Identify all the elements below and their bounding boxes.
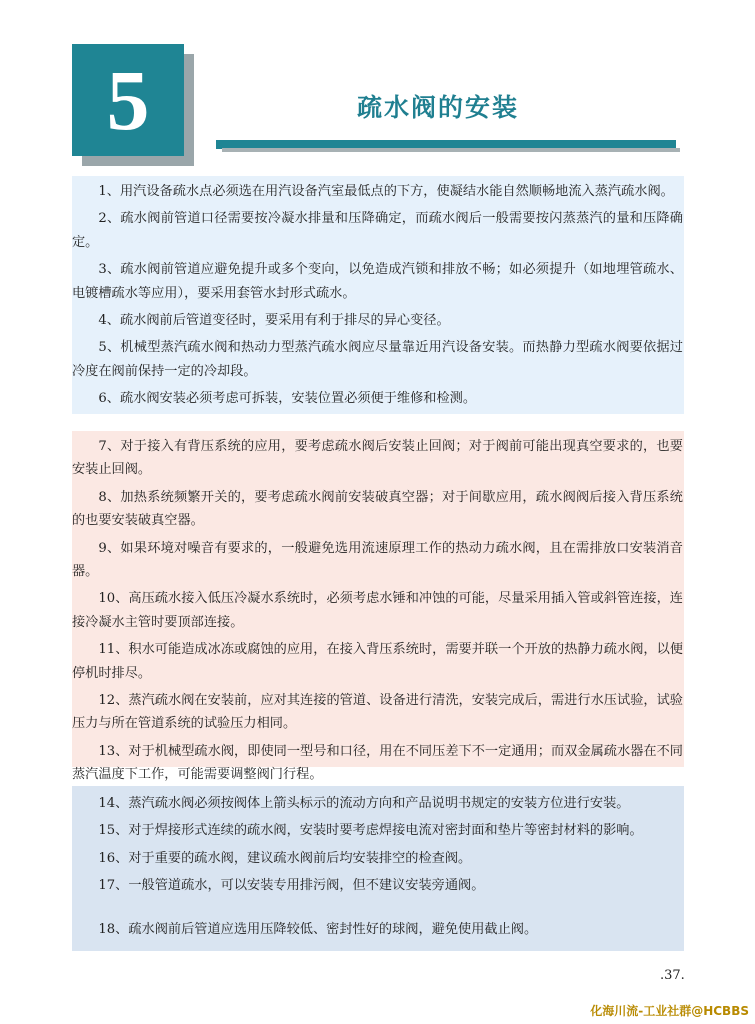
list-item: 10、高压疏水接入低压冷凝水系统时，必须考虑水锤和冲蚀的可能，尽量采用插入管或斜管连接，连接冷凝水主管时要顶部连接。 bbox=[72, 591, 683, 630]
list-item: 15、对于焊接形式连续的疏水阀，安装时要考虑焊接电流对密封面和垫片等密封材料的影响。 bbox=[98, 823, 643, 839]
list-item: 3、疏水阀前管道应避免提升或多个变向，以免造成汽锁和排放不畅；如必须提升（如地埋管疏水、电镀槽疏水等应用），要采用套管水封形式疏水。 bbox=[72, 262, 683, 301]
watermark: 化海川流-工业社群@HCBBS bbox=[590, 1004, 749, 1018]
list-item: 14、蒸汽疏水阀必须按阀体上箭头标示的流动方向和产品说明书规定的安装方位进行安装。 bbox=[98, 796, 630, 811]
list-item: 12、蒸汽疏水阀在安装前，应对其连接的管道、设备进行清洗，安装完成后，需进行水压试验，试验压力与所在管道系统的试验压力相同。 bbox=[72, 693, 683, 732]
list-item: 5、机械型蒸汽疏水阀和热动力型蒸汽疏水阀应尽量靠近用汽设备安装。而热静力型疏水阀要依据过冷度在阀前保持一定的冷却段。 bbox=[72, 340, 683, 379]
chapter-number-box bbox=[72, 44, 184, 156]
list-item: 11、积水可能造成冰冻或腐蚀的应用，在接入背压系统时，需要并联一个开放的热静力疏水阀，以便停机时排尽。 bbox=[72, 642, 683, 681]
list-item: 9、如果环境对噪音有要求的，一般避免选用流速原理工作的热动力疏水阀，且在需排放口安装消音器。 bbox=[72, 540, 683, 580]
list-item: 17、一般管道疏水，可以安装专用排污阀，但不建议安装旁通阀。 bbox=[98, 878, 485, 894]
list-item: 13、对于机械型疏水阀，即使同一型号和口径，用在不同压差下不一定通用；而双金属疏水器在不同蒸汽温度下工作，可能需要调整阀门行程。 bbox=[72, 743, 683, 783]
list-item: 7、对于接入有背压系统的应用，要考虑疏水阀后安装止回阀；对于阀前可能出现真空要求的，也要安装止回阀。 bbox=[72, 439, 683, 478]
list-item: 1、用汽设备疏水点必须选在用汽设备汽室最低点的下方，使凝结水能自然顺畅地流入蒸汽疏水阀。 bbox=[98, 184, 674, 199]
section-basic-requirements bbox=[72, 176, 684, 414]
title-underline-shadow bbox=[222, 148, 680, 152]
list-item: 8、加热系统频繁开关的，要考虑疏水阀前安装破真空器；对于间歇应用，疏水阀阀后接入背压系统的也要安装破真空器。 bbox=[72, 489, 683, 529]
section-system-requirements bbox=[72, 431, 684, 783]
section-installation-notes bbox=[72, 786, 684, 951]
list-item: 2、疏水阀前管道口径需要按冷凝水排量和压降确定，而疏水阀后一般需要按闪蒸蒸汽的量和压降确定。 bbox=[72, 211, 683, 250]
list-item: 18、疏水阀前后管道应选用压降较低、密封性好的球阀，避免使用截止阀。 bbox=[98, 921, 538, 937]
list-item: 16、对于重要的疏水阀，建议疏水阀前后均安装排空的检查阀。 bbox=[98, 850, 472, 866]
list-item: 4、疏水阀前后管道变径时，要采用有利于排尽的异心变径。 bbox=[98, 313, 450, 329]
list-item: 6、疏水阀安装必须考虑可拆装，安装位置必须便于维修和检测。 bbox=[98, 391, 477, 407]
page-title: 疏水阀的安装 bbox=[357, 93, 520, 122]
chapter-number: 5 bbox=[106, 52, 150, 148]
page-number: .37. bbox=[660, 968, 685, 983]
